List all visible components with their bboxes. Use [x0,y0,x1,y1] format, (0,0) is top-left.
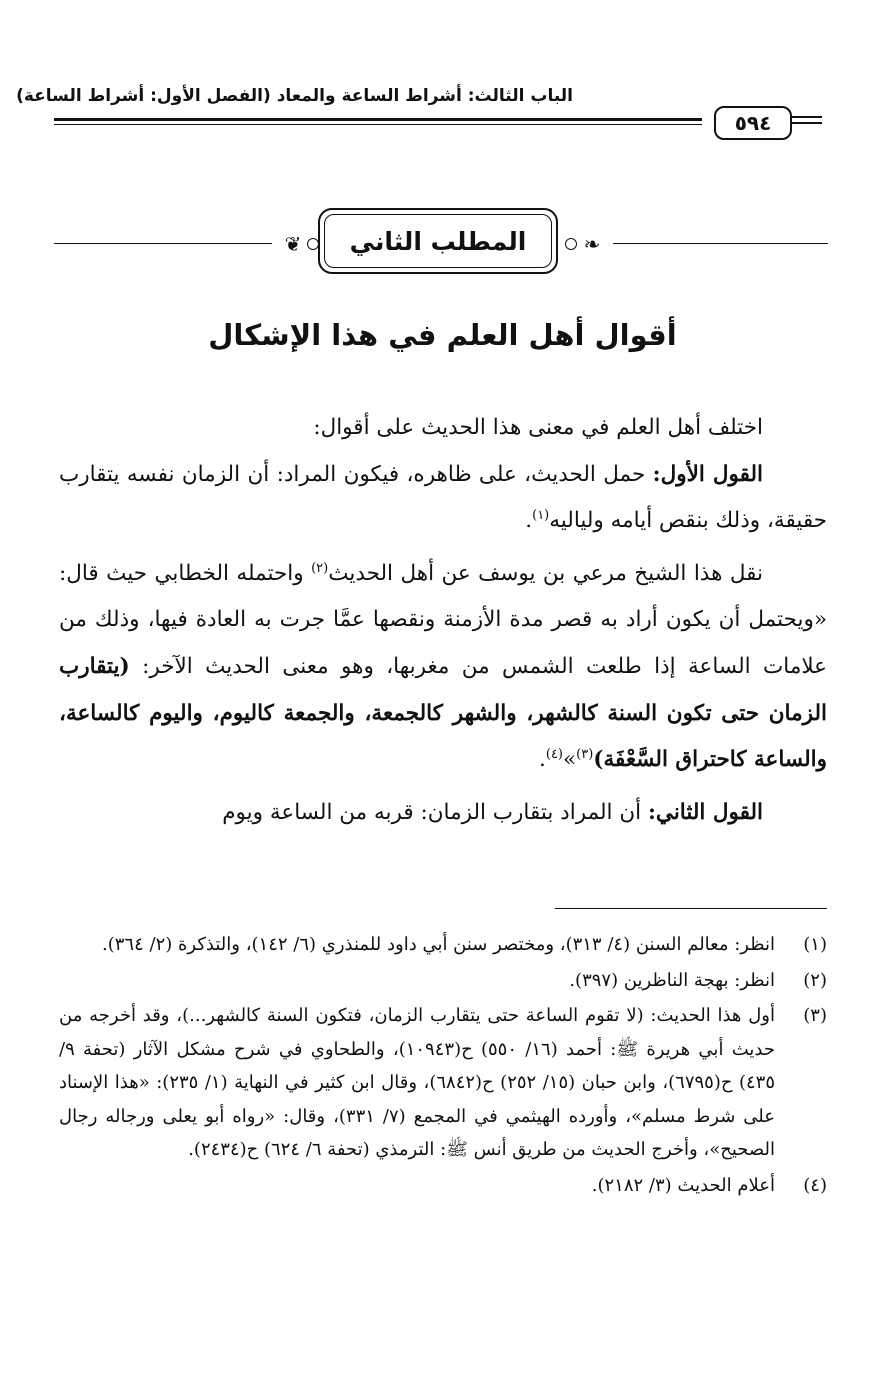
quote-text: واحتمله الخطابي حيث قال: «ويحتمل أن يكون أراد به قصر مدة الأزمنة ونقصها عمَّا جرت به العادة فيها، وذلك من علامات الساعة إذا طلعت الشمس من مغربها، وهو معنى الحديث الآخر: [59,560,827,679]
body-text [59,405,827,836]
first-opinion-label: القول الأول: [652,461,763,487]
quote-close-mark: » [563,747,577,773]
footnote-text: انظر: بهجة الناظرين (٣٩٧). [569,969,775,991]
second-opinion-label: القول الثاني: [647,799,763,825]
footnote-item [59,1169,827,1203]
footnote-item [59,999,827,1167]
footnote-ref[interactable]: (٤) [545,747,563,762]
first-opinion-text: حمل الحديث، على ظاهره، فيكون المراد: أن الزمان نفسه يتقارب حقيقة، وذلك بنقص أيامه ولياليه [59,461,827,534]
page-number: ٥٩٤ [714,106,792,140]
quote-paragraph: نقل هذا الشيخ مرعي بن يوسف عن أهل الحديث$^{(٢)}$ واحتمله الخطابي حيث قال: «ويحتمل أن يكون أراد به قصر مدة الأزمنة ونقصها عمَّا جرت به العادة فيها، وذلك من علامات الساعة إذا طلعت الشمس من مغربها، وهو معنى الحديث الآخر: (يتقارب الزمان حتى تكون السنة كالشهر، والشهر كالجمعة، والجمعة كاليوم، واليوم كالساعة، والساعة كاحتراق السَّعْفَة)$^{(٣)}$»$^{(٤)}$. [59,560,827,773]
section-label-frame [318,208,558,274]
footnote-text: انظر: معالم السنن (٤/ ٣١٣)، ومختصر سنن أبي داود للمنذري (٦/ ١٤٢)، والتذكرة (٢/ ٣٦٤). [102,934,775,955]
page-number-rule [792,116,822,126]
footnote-ref[interactable]: (٢) [311,560,329,576]
header-double-rule [54,118,702,130]
footnote-text: أعلام الحديث (٣/ ٢١٨٢). [591,1174,775,1196]
footnote-ref[interactable]: (١) [532,508,550,524]
footnotes [59,928,827,1204]
footnote-number: (٢) [803,969,827,991]
intro-paragraph: اختلف أهل العلم في معنى هذا الحديث على أقوال: [313,415,763,440]
footnote-ref[interactable]: (٣) [576,747,594,762]
section-rule-right [613,243,828,244]
footnote-item [59,964,827,998]
floral-ornament-icon: ❧ [583,232,601,256]
footnote-item [59,928,827,962]
second-opinion-paragraph [59,790,827,837]
running-header-title: الباب الثالث: أشراط الساعة والمعاد (الفصل الأول: أشراط الساعة) [16,86,573,106]
footnote-separator [555,908,827,909]
footnote-text: أول هذا الحديث: (لا تقوم الساعة حتى يتقارب الزمان، فتكون السنة كالشهر...)، وقد أخرجه من حديث أبي هريرة ﷺ: أحمد (١٦/ ٥٥٠) ح(١٠٩٤٣)، والطحاوي في شرح مشكل الآثار (تحفة ٩/ ٤٣٥) ح(٦٧٩٥)، وابن حبان (١٥/ ٢٥٢) ح(٦٨٤٢)، وقال ابن كثير في النهاية (١/ ٢٣٥): «هذا الإسناد على شرط مسلم»، وأورده الهيثمي في المجمع (٧/ ٣٣١)، وقال: «رواه أبو يعلى ورجاله رجال الصحيح»، وأخرج الحديث من طريق أنس ﷺ: الترمذي (تحفة ٦/ ٦٢٤) ح(٢٤٣٤). [59,1005,776,1160]
section-label: المطلب الثاني [349,227,527,256]
footnote-number: (١) [803,934,827,955]
floral-ornament-icon: ❦ [284,232,302,256]
footnote-number: (٣) [803,1005,827,1026]
first-opinion-paragraph: القول الأول: حمل الحديث، على ظاهره، فيكون المراد: أن الزمان نفسه يتقارب حقيقة، وذلك بنقص أيامه ولياليه$^{(١)}$. [59,461,827,534]
second-opinion-text: أن المراد بتقارب الزمان: قربه من الساعة ويوم [222,799,648,825]
hadith-text: (يتقارب الزمان حتى تكون السنة كالشهر، والشهر كالجمعة، والجمعة كاليوم، واليوم كالساعة، والساعة كاحتراق السَّعْفَة) [59,653,827,773]
section-heading: أقوال أهل العلم في هذا الإشكال [208,318,677,352]
quote-intro-text: نقل هذا الشيخ مرعي بن يوسف عن أهل الحديث [328,560,763,586]
section-rule-left [54,243,272,244]
footnote-number: (٤) [803,1174,827,1196]
